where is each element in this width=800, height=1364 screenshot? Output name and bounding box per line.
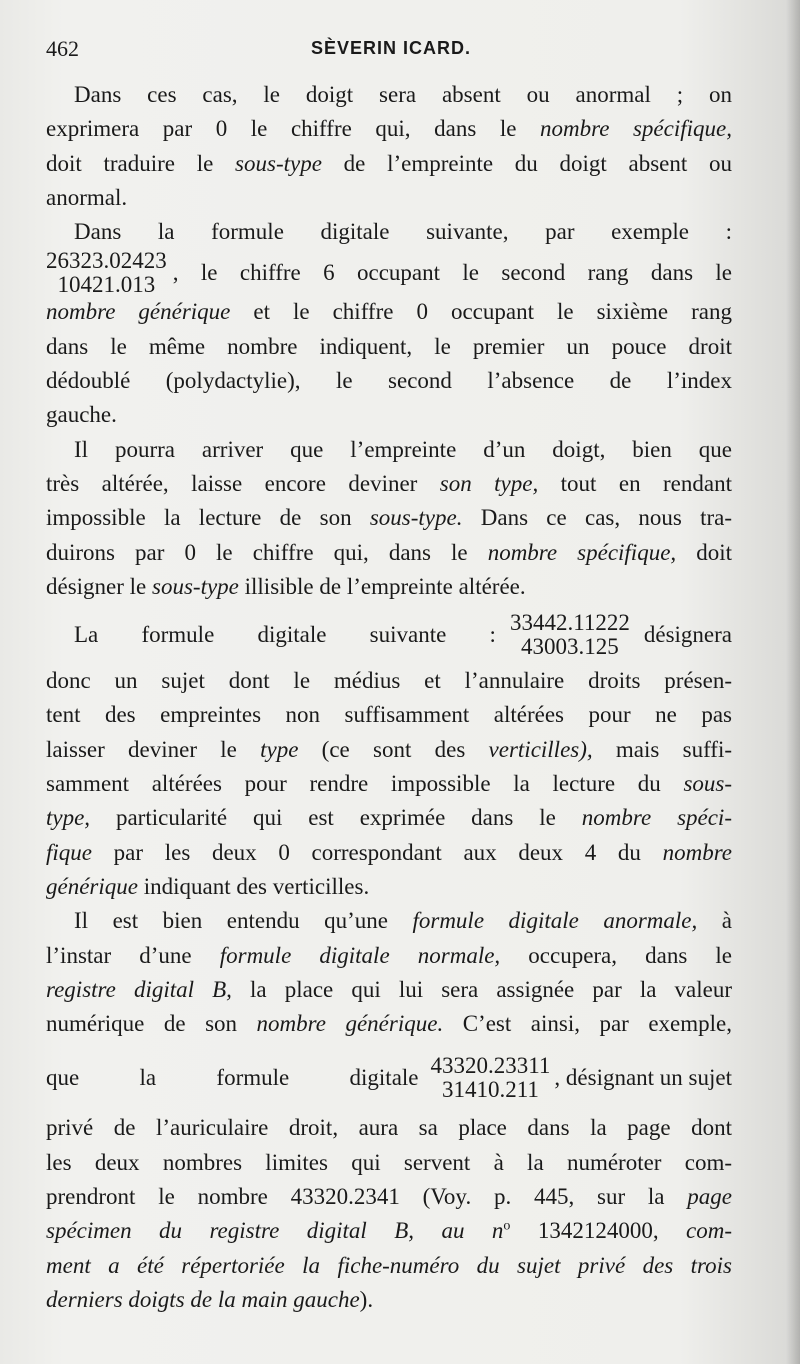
text-line: générique indiquant des verticilles. — [46, 873, 370, 899]
text-line: laisser deviner le type (ce sont des verticilles), mais suffi- — [46, 736, 733, 762]
text-line: tent des empreintes non suffisamment altérées pour ne pas — [46, 702, 732, 728]
text-line: nombre générique et le chiffre 0 occupant le sixième rang — [46, 299, 732, 325]
text-line: anormal. — [46, 184, 128, 210]
page-body — [46, 78, 732, 1317]
formula-numerator: 33442.11222 — [509, 610, 630, 636]
text-line: ment a été répertoriée la fiche-numéro du sujet privé des trois — [46, 1252, 732, 1278]
text-line: Dans ces cas, le doigt sera absent ou anormal ; on — [74, 82, 732, 107]
formula-denominator: 43003.125 — [521, 634, 619, 660]
text-line: derniers doigts de la main gauche). — [46, 1286, 374, 1312]
text-line: Dans la formule digitale suivante, par exemple : — [74, 219, 732, 245]
text-line: très altérée, laisse encore deviner son type, tout en rendant — [46, 470, 732, 496]
text-line: prendront le nombre 43320.2341 (Voy. p. 445, sur la page — [46, 1184, 732, 1210]
formula-line — [46, 606, 732, 664]
text-segment: , le chiffre 6 occupant le second rang dans le — [172, 260, 732, 286]
text-line: exprimera par 0 le chiffre qui, dans le nombre spécifique, — [46, 116, 732, 142]
text-line: donc un sujet dont le médius et l’annulaire droits présen- — [46, 668, 732, 694]
page-header — [46, 36, 736, 68]
digital-formula — [510, 611, 630, 659]
text-segment: , désignant un sujet — [554, 1065, 732, 1091]
text-segment: que la formule digitale — [46, 1065, 419, 1091]
formula-denominator: 31410.211 — [442, 1077, 539, 1103]
formula-line — [46, 1045, 732, 1111]
text-line: Il pourra arriver que l’empreinte d’un doigt, bien que — [74, 436, 732, 462]
formula-numerator: 43320.23311 — [430, 1053, 551, 1079]
text-line: fique par les deux 0 correspondant aux deux 4 du nombre — [46, 839, 732, 865]
text-line: impossible la lecture de son sous-type. Dans ce cas, nous tra- — [46, 505, 733, 531]
text-line: type, particularité qui est exprimée dans le nombre spéci- — [46, 805, 732, 831]
text-line: l’instar d’une formule digitale normale, occupera, dans le — [46, 942, 732, 968]
text-line: numérique de son nombre générique. C’est ainsi, par exemple, — [46, 1011, 733, 1037]
page-binding-shadow — [786, 0, 800, 1364]
text-segment: La formule digitale suivante : — [74, 622, 496, 648]
text-line: les deux nombres limites qui servent à la numéroter com- — [46, 1149, 732, 1175]
text-line: gauche. — [46, 402, 117, 428]
text-line: duirons par 0 le chiffre qui, dans le nombre spécifique, doit — [46, 539, 732, 565]
text-line: Il est bien entendu qu’une formule digitale anormale, à — [74, 908, 732, 934]
text-line: désigner le sous-type illisible de l’empreinte altérée. — [46, 573, 526, 599]
formula-numerator: 26323.02423 — [46, 248, 167, 274]
digital-formula — [431, 1054, 551, 1102]
text-segment: désignera — [643, 622, 732, 648]
text-line: dans le même nombre indiquent, le premier un pouce droit — [46, 333, 732, 359]
text-line: privé de l’auriculaire droit, aura sa place dans la page dont — [46, 1115, 732, 1141]
text-line: dédoublé (polydactylie), le second l’absence de l’index — [46, 368, 732, 394]
formula-line — [46, 248, 732, 298]
text-line: samment altérées pour rendre impossible la lecture du sous- — [46, 771, 732, 797]
text-line: doit traduire le sous-type de l’empreinte du doigt absent ou — [46, 150, 732, 176]
digital-formula — [46, 249, 167, 297]
text-line: spécimen du registre digital B, au $n^o$ 1342124000, com- — [46, 1218, 733, 1244]
text-line: registre digital B, la place qui lui sera assignée par la valeur — [46, 976, 733, 1002]
page-number: 462 — [46, 36, 79, 61]
running-head: SÈVERIN ICARD. — [310, 38, 472, 58]
formula-denominator: 10421.013 — [57, 272, 156, 298]
